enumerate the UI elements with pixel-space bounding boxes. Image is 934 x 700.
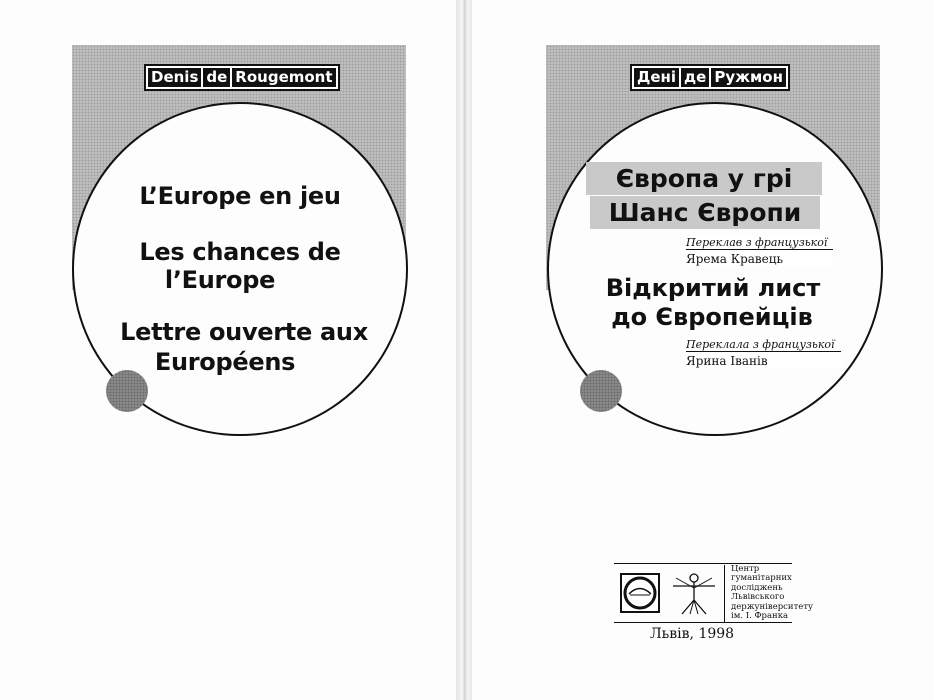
title-vidkrytyi-lyst-line1: Відкритий лист [605,274,821,302]
author-word-2: де [681,68,709,87]
title-europe-en-jeu: L’Europe en jeu [139,182,341,210]
left-page [0,0,456,700]
right-author-box [630,64,790,91]
left-gray-dot [106,370,148,412]
title-lettre-line1: Lettre ouverte aux [120,318,368,346]
publisher-block [614,563,814,623]
author-word-1: Дені [634,68,679,87]
title-shans-yevropy: Шанс Європи [590,196,820,229]
title-vidkrytyi-lyst-line2: до Європейців [611,303,813,331]
credit-name: Ярина Іванів [686,352,841,368]
circle-logo-icon [620,573,660,613]
title-lettre-line2: Européens [154,348,296,376]
publisher-line: Центр [731,563,760,574]
publisher-line: гуманітарних [731,573,792,583]
title-chances-line1: Les chances de [139,238,341,266]
title-europa-u-hri: Європа у грі [586,162,822,195]
credit-role: Переклала з французької [686,338,841,352]
author-word-3: Ружмон [711,68,786,87]
author-word-3: Rougemont [232,68,335,87]
human-figure-icon [670,570,718,616]
publisher-line: досліджень [731,582,783,593]
city-year: Львів, 1998 [650,626,735,642]
credit-name: Ярема Кравець [686,250,833,266]
book-gutter [456,0,472,700]
translator-credit-2 [686,338,841,368]
title-chances-line2: l’Europe [164,266,276,294]
right-gray-dot [580,370,622,412]
author-word-1: Denis [148,68,201,87]
publisher-name [724,565,813,622]
credit-role: Переклав з французької [686,236,833,250]
publisher-line: держуніверситету [731,601,814,612]
translator-credit-1 [686,236,833,266]
publisher-line: ім. І. Франка [731,611,789,621]
author-word-2: de [203,68,230,87]
publisher-line: Львівського [731,592,785,602]
left-author-box [144,64,340,91]
